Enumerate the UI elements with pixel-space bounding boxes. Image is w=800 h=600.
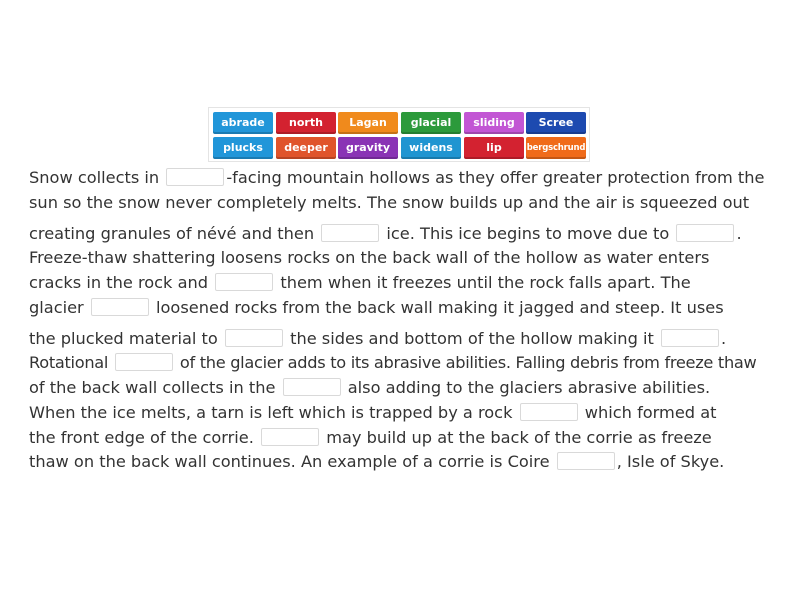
answer-blank[interactable] bbox=[225, 329, 283, 347]
answer-blank[interactable] bbox=[166, 168, 224, 186]
answer-blank[interactable] bbox=[91, 298, 149, 316]
passage-line: glacier loosened rocks from the back wall making it jagged and steep. It uses bbox=[29, 298, 724, 317]
passage-line: creating granules of névé and then ice. This ice begins to move due to . bbox=[29, 224, 742, 243]
word-tile-deeper[interactable]: deeper bbox=[276, 137, 336, 159]
word-bank bbox=[208, 107, 590, 162]
answer-blank[interactable] bbox=[520, 403, 578, 421]
answer-blank[interactable] bbox=[661, 329, 719, 347]
word-tile-lip[interactable]: lip bbox=[464, 137, 524, 159]
word-tile-north[interactable]: north bbox=[276, 112, 336, 134]
passage-line: the plucked material to the sides and bottom of the hollow making it . bbox=[29, 329, 727, 348]
word-tile-sliding[interactable]: sliding bbox=[464, 112, 524, 134]
answer-blank[interactable] bbox=[557, 452, 615, 470]
passage-line: sun so the snow never completely melts. The snow builds up and the air is squeezed out bbox=[29, 193, 750, 212]
word-tile-glacial[interactable]: glacial bbox=[401, 112, 461, 134]
answer-blank[interactable] bbox=[283, 378, 341, 396]
passage-line: Rotational of the glacier adds to its abrasive abilities. Falling debris from freeze thaw bbox=[29, 353, 757, 372]
word-tile-bergschrund[interactable]: bergschrund bbox=[526, 137, 586, 159]
passage-line: When the ice melts, a tarn is left which is trapped by a rock which formed at bbox=[29, 403, 717, 422]
answer-blank[interactable] bbox=[115, 353, 173, 371]
word-tile-scree[interactable]: Scree bbox=[526, 112, 586, 134]
answer-blank[interactable] bbox=[261, 428, 319, 446]
word-tile-abrade[interactable]: abrade bbox=[213, 112, 273, 134]
word-tile-widens[interactable]: widens bbox=[401, 137, 461, 159]
passage-line: Freeze-thaw shattering loosens rocks on the back wall of the hollow as water enters bbox=[29, 248, 710, 267]
passage-line: Snow collects in -facing mountain hollows as they offer greater protection from the bbox=[29, 168, 765, 187]
word-tile-plucks[interactable]: plucks bbox=[213, 137, 273, 159]
answer-blank[interactable] bbox=[321, 224, 379, 242]
word-tile-gravity[interactable]: gravity bbox=[338, 137, 398, 159]
word-tile-lagan[interactable]: Lagan bbox=[338, 112, 398, 134]
answer-blank[interactable] bbox=[676, 224, 734, 242]
passage-line: of the back wall collects in the also adding to the glaciers abrasive abilities. bbox=[29, 378, 711, 397]
passage-line: cracks in the rock and them when it freezes until the rock falls apart. The bbox=[29, 273, 691, 292]
passage-line: the front edge of the corrie. may build up at the back of the corrie as freeze bbox=[29, 428, 712, 447]
passage-line: thaw on the back wall continues. An example of a corrie is Coire , Isle of Skye. bbox=[29, 452, 725, 471]
answer-blank[interactable] bbox=[215, 273, 273, 291]
